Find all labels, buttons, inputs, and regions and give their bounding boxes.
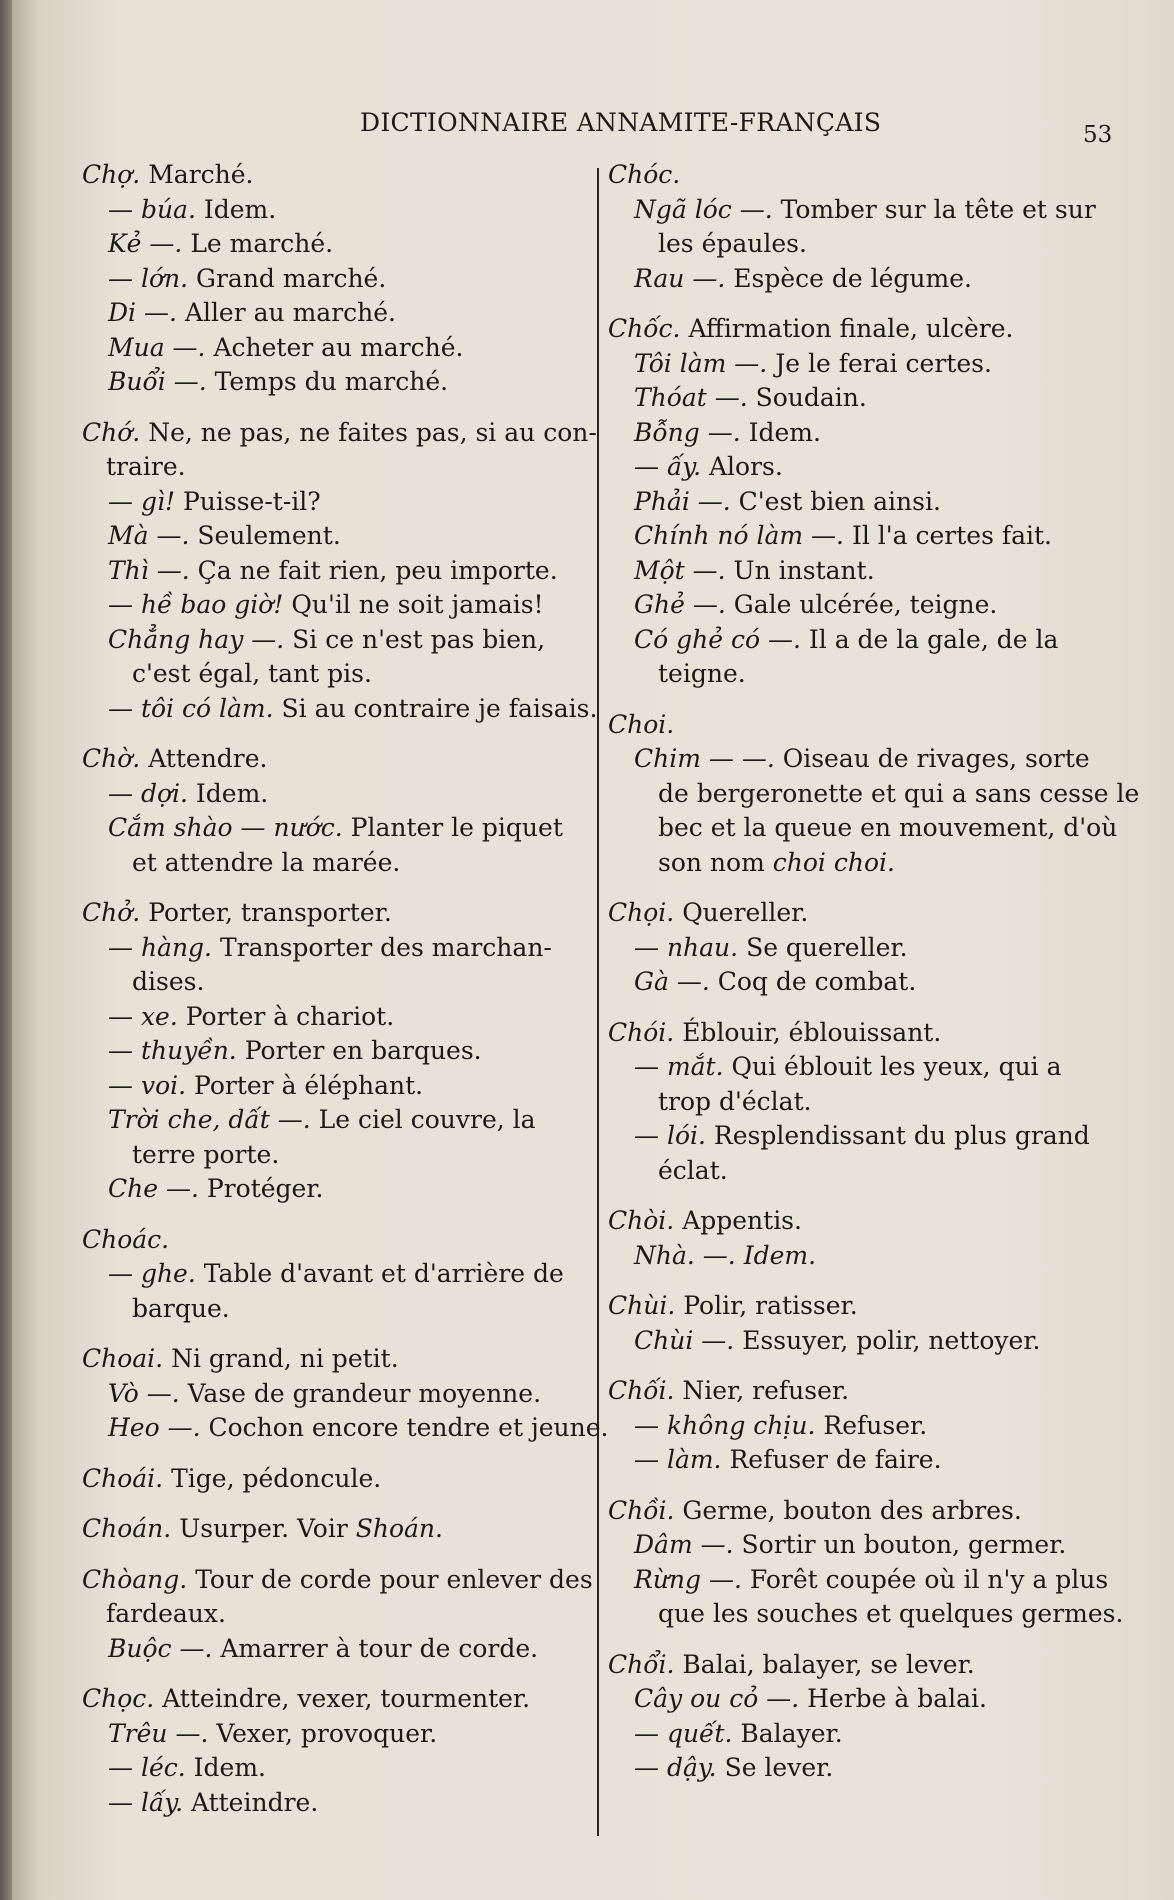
text-line (82, 1034, 592, 1069)
sub-entry-definition: Table d'avant et d'arrière de (203, 1259, 564, 1288)
entry-reference: Shoán. (355, 1514, 443, 1543)
sub-entry-definition: Se lever. (724, 1753, 834, 1782)
entry-definition: Tour de corde pour enlever des (195, 1564, 593, 1594)
sub-entry-definition: Idem. (193, 1753, 266, 1782)
sub-entry-definition: Herbe à balai. (807, 1684, 988, 1713)
entry-definition: Marché. (148, 160, 254, 189)
text-line (608, 416, 1113, 451)
left-column (82, 158, 609, 1836)
entry-definition: Atteindre, vexer, tourmenter. (162, 1684, 531, 1713)
text-line (82, 296, 592, 331)
dictionary-entry (82, 1563, 592, 1667)
sub-entry-term: Cắm shào — nước. (108, 813, 343, 842)
sub-entry-definition: Espèce de légume. (733, 263, 972, 293)
dictionary-entry (82, 1342, 609, 1446)
text-line (82, 846, 592, 881)
sub-entry-definition: Amarrer à tour de corde. (220, 1633, 539, 1663)
entry-headword: Chổi. (608, 1649, 675, 1679)
entry-definition: Affirmation finale, ulcère. (688, 314, 1014, 343)
sub-entry-term: Chính nó làm —. (634, 521, 844, 550)
text-line (608, 1374, 1113, 1409)
sub-entry-definition: Idem. (195, 778, 269, 808)
entry-definition: Usurper. Voir (179, 1514, 348, 1543)
text-line (608, 1528, 1113, 1563)
text-line (82, 519, 592, 554)
sub-entry-definition: Coq de combat. (717, 967, 917, 996)
text-line (608, 158, 1113, 193)
entry-headword: Chợ. (82, 160, 141, 189)
sub-entry-term: Ngã lóc —. (634, 194, 773, 224)
text-line (608, 347, 1113, 382)
sub-entry-definition: Forêt coupée où il n'y a plus (749, 1564, 1109, 1594)
text-line (82, 1597, 592, 1632)
text-line (608, 554, 1113, 589)
text-line (608, 1443, 1113, 1478)
dictionary-entry (82, 1682, 592, 1820)
entry-headword: Chờ. (82, 744, 141, 773)
text-line (82, 1292, 592, 1327)
sub-entry-definition: Le ciel couvre, la (318, 1105, 536, 1134)
text-line (82, 1223, 592, 1258)
text-line (608, 1289, 1113, 1324)
text-line (608, 708, 1113, 743)
dictionary-entry (608, 1016, 1113, 1189)
entry-definition: Germe, bouton des arbres. (682, 1495, 1022, 1525)
entry-definition: Ne, ne pas, ne faites pas, si au con- (148, 417, 597, 447)
sub-entry-continued: son nom (658, 847, 765, 877)
sub-entry-term: Gà —. (634, 967, 710, 996)
sub-entry-definition: Tomber sur la tête et sur (780, 194, 1096, 224)
sub-entry-definition: Aller au marché. (184, 298, 396, 327)
sub-entry-term: Rừng —. (634, 1564, 742, 1594)
sub-entry-term: — gì! (108, 486, 175, 516)
sub-entry-continued: dises. (132, 967, 205, 996)
text-line (608, 811, 1118, 846)
entry-definition: Appentis. (682, 1206, 802, 1235)
text-line (82, 588, 592, 623)
dictionary-entry (608, 1374, 1113, 1478)
sub-entry-term: Trời che, dất —. (108, 1105, 311, 1134)
sub-entry-definition: Seulement. (197, 521, 341, 550)
text-line (608, 623, 1113, 658)
sub-entry-term: — nhau. (634, 932, 739, 962)
sub-entry-term: Che —. (108, 1174, 199, 1203)
sub-entry-definition: Grand marché. (196, 263, 387, 293)
entry-definition: Éblouir, éblouissant. (682, 1017, 942, 1047)
sub-entry-term: Dâm —. (634, 1530, 734, 1559)
sub-entry-term: Buộc —. (108, 1633, 213, 1663)
text-line (82, 811, 592, 846)
text-line (82, 1000, 592, 1035)
sub-entry-definition: Qu'il ne soit jamais! (291, 590, 544, 619)
text-line (82, 657, 592, 692)
entry-definition: Porter, transporter. (148, 898, 392, 927)
text-line (608, 485, 1113, 520)
sub-entry-definition: Je le ferai certes. (775, 348, 992, 378)
dictionary-entry (608, 1494, 1124, 1632)
sub-entry-definition: Vase de grandeur moyenne. (187, 1378, 542, 1408)
text-line (82, 331, 592, 366)
text-line (82, 1563, 592, 1598)
sub-entry-continued: les épaules. (658, 229, 807, 258)
sub-entry-definition: Acheter au marché. (213, 332, 464, 362)
page-number: 53 (1083, 122, 1113, 148)
sub-entry-definition: Cochon encore tendre et jeune. (208, 1413, 609, 1442)
sub-entry-term: — lói. (634, 1121, 706, 1150)
text-line (608, 193, 1113, 228)
entry-definition: Polir, ratisser. (683, 1291, 858, 1320)
dictionary-entry (82, 1223, 592, 1327)
dictionary-entry (608, 1204, 1113, 1273)
page-header: DICTIONNAIRE ANNAMITE-FRANÇAIS (360, 108, 882, 137)
sub-entry-term: Có ghẻ có —. (634, 624, 801, 654)
sub-entry-continued: trop d'éclat. (658, 1086, 812, 1116)
entry-headword: Choán. (82, 1514, 172, 1543)
sub-entry-term: Chẳng hay —. (108, 624, 285, 654)
sub-entry-term: — lớn. (108, 263, 189, 293)
entry-headword: Choái. (82, 1463, 164, 1493)
sub-entry-definition: Refuser de faire. (729, 1445, 942, 1474)
text-line (82, 1411, 609, 1446)
text-line (82, 193, 592, 228)
sub-entry-term: Kẻ —. (108, 229, 183, 258)
sub-entry-italic: choi choi. (772, 847, 895, 877)
sub-entry-term: Cây ou cỏ —. (634, 1684, 800, 1713)
text-line (82, 1172, 592, 1207)
text-line (608, 1717, 1113, 1752)
sub-entry-definition: Porter à éléphant. (194, 1070, 424, 1100)
dictionary-entry (608, 896, 1113, 1000)
text-line (608, 1648, 1113, 1683)
sub-entry-definition: Se quereller. (746, 932, 908, 962)
sub-entry-continued: terre porte. (132, 1139, 280, 1169)
text-line (608, 1119, 1113, 1154)
text-line (82, 1682, 592, 1717)
sub-entry-definition: Refuser. (823, 1410, 928, 1440)
text-line (82, 1103, 592, 1138)
sub-entry-term: — thuyền. (108, 1036, 237, 1065)
sub-entry-term: — dợi. (108, 778, 188, 808)
entry-headword: Chồi. (608, 1495, 675, 1525)
sub-entry-term: Bỗng —. (634, 417, 741, 447)
sub-entry-definition: Porter en barques. (244, 1036, 482, 1065)
sub-entry-definition: Planter le piquet (350, 813, 563, 842)
text-line (608, 450, 1113, 485)
text-line (82, 896, 592, 931)
entry-headword: Chốc. (608, 314, 681, 343)
text-line (608, 1324, 1113, 1359)
text-line (608, 1682, 1113, 1717)
sub-entry-term: — làm. (634, 1445, 722, 1474)
sub-entry-term: Rau —. (634, 263, 726, 293)
text-line (82, 777, 592, 812)
sub-entry-definition: Le marché. (190, 229, 334, 258)
text-line (82, 365, 592, 400)
sub-entry-definition: Temps du marché. (214, 367, 449, 396)
sub-entry-definition: Un instant. (733, 555, 875, 585)
sub-entry-term: Buổi —. (108, 367, 207, 396)
text-line (82, 1717, 592, 1752)
entry-definition: Balai, balayer, se lever. (682, 1649, 975, 1679)
sub-entry-definition: Porter à chariot. (185, 1001, 395, 1031)
text-line (608, 1050, 1113, 1085)
text-line (82, 450, 592, 485)
text-line (82, 1786, 592, 1821)
sub-entry-definition: Transporter des marchan- (219, 932, 552, 962)
entry-headword: Choác. (82, 1224, 170, 1254)
text-line (82, 554, 592, 589)
text-line (608, 1409, 1113, 1444)
sub-entry-term: — lấy. (108, 1787, 184, 1817)
dictionary-entry (608, 158, 1113, 296)
text-line (82, 1751, 592, 1786)
sub-entry-term: Vò —. (108, 1378, 180, 1408)
sub-entry-definition: Idem. (748, 417, 821, 447)
sub-entry-definition: Balayer. (740, 1718, 843, 1748)
sub-entry-term: Mua —. (108, 332, 206, 362)
sub-entry-term: — hàng. (108, 932, 213, 962)
text-line (608, 1494, 1113, 1529)
entry-headword: Chòang. (82, 1564, 188, 1594)
sub-entry-term: — búa. (108, 194, 196, 224)
sub-entry-term: Nhà. —. (634, 1240, 736, 1270)
dictionary-entry (82, 158, 592, 400)
sub-entry-definition: Vexer, provoquer. (216, 1718, 438, 1748)
sub-entry-term: Chùi —. (634, 1325, 735, 1355)
sub-entry-term: Tôi làm —. (634, 348, 768, 378)
entry-headword: Choai. (82, 1344, 164, 1373)
sub-entry-term: Một —. (634, 555, 726, 585)
sub-entry-term: — tôi có làm. (108, 693, 274, 723)
text-line (82, 1512, 592, 1547)
sub-entry-definition: Idem. (743, 1240, 817, 1270)
sub-entry-definition: Si ce n'est pas bien, (292, 624, 546, 654)
text-line (608, 381, 1113, 416)
text-line (82, 1257, 592, 1292)
text-line (82, 1138, 592, 1173)
column-divider (597, 168, 599, 1836)
text-line (82, 1377, 592, 1412)
text-line (82, 485, 592, 520)
entry-headword: Chớ. (82, 417, 141, 447)
sub-entry-term: — dậy. (634, 1753, 717, 1782)
sub-entry-term: — léc. (108, 1753, 186, 1782)
sub-entry-definition: Il l'a certes fait. (851, 521, 1052, 550)
sub-entry-term: — mắt. (634, 1052, 724, 1081)
text-line (608, 896, 1113, 931)
entry-definition: Quereller. (682, 898, 809, 927)
sub-entry-term: Phải —. (634, 486, 731, 516)
sub-entry-term: — ghe. (108, 1259, 196, 1288)
sub-entry-continued: bec et la queue en mouvement, d'où (658, 813, 1118, 842)
sub-entry-definition: Gale ulcérée, teigne. (733, 590, 998, 619)
sub-entry-term: Heo —. (108, 1413, 201, 1442)
dictionary-entry (82, 896, 592, 1207)
dictionary-entry (608, 1289, 1113, 1358)
sub-entry-definition: Oiseau de rivages, sorte (782, 744, 1090, 773)
text-line (82, 965, 592, 1000)
sub-entry-term: Trêu —. (108, 1718, 209, 1748)
text-line (608, 657, 1113, 692)
text-line (82, 262, 592, 297)
text-line (608, 965, 1113, 1000)
entry-definition: Nier, refuser. (682, 1376, 850, 1405)
entry-definition: Attendre. (148, 744, 268, 773)
text-line (608, 262, 1113, 297)
sub-entry-definition: Essuyer, polir, nettoyer. (742, 1325, 1041, 1355)
text-line (82, 416, 597, 451)
text-line (82, 742, 592, 777)
dictionary-entry (608, 708, 1140, 881)
sub-entry-continued: de bergeronette et qui a sans cesse le (658, 778, 1140, 808)
text-line (82, 1069, 592, 1104)
sub-entry-term: — voi. (108, 1070, 187, 1100)
sub-entry-term: Ghẻ —. (634, 590, 726, 619)
sub-entry-definition: Puisse-t-il? (182, 486, 321, 516)
book-gutter (0, 0, 12, 1900)
text-line (82, 158, 592, 193)
sub-entry-term: Chim — —. (634, 744, 775, 773)
dictionary-entry (82, 742, 592, 880)
entry-definition-continued: traire. (106, 452, 186, 481)
entry-headword: Chói. (608, 1017, 675, 1047)
entry-headword: Chở. (82, 898, 141, 927)
text-line (608, 777, 1140, 812)
entry-headword: Chòi. (608, 1206, 675, 1235)
text-line (82, 227, 592, 262)
sub-entry-continued: c'est égal, tant pis. (132, 659, 372, 688)
sub-entry-definition: Atteindre. (190, 1787, 319, 1817)
text-line (82, 692, 598, 727)
text-line (608, 742, 1113, 777)
sub-entry-term: — không chịu. (634, 1410, 816, 1440)
sub-entry-definition: Ça ne fait rien, peu importe. (197, 555, 558, 585)
sub-entry-term: — hề bao giờ! (108, 590, 284, 619)
entry-definition-continued: fardeaux. (106, 1599, 226, 1628)
text-line (82, 931, 592, 966)
entry-definition: Tige, pédoncule. (171, 1463, 382, 1493)
text-line (608, 1085, 1113, 1120)
sub-entry-continued: teigne. (658, 659, 746, 688)
sub-entry-definition: Idem. (203, 194, 277, 224)
sub-entry-definition: Si au contraire je faisais. (281, 693, 598, 723)
sub-entry-definition: Alors. (708, 452, 783, 481)
sub-entry-term: — xe. (108, 1001, 178, 1031)
sub-entry-continued: et attendre la marée. (132, 847, 401, 877)
text-line (608, 1751, 1113, 1786)
text-line (608, 1239, 1113, 1274)
text-line (82, 623, 592, 658)
text-line (608, 1016, 1113, 1051)
entry-headword: Chùi. (608, 1291, 676, 1320)
sub-entry-definition: Qui éblouit les yeux, qui a (731, 1052, 1062, 1081)
sub-entry-definition: Il a de la gale, de la (808, 624, 1059, 654)
text-line (82, 1632, 592, 1667)
text-line (608, 1597, 1124, 1632)
sub-entry-term: — ấy. (634, 452, 702, 481)
dictionary-entry (82, 1512, 592, 1547)
text-line (608, 312, 1113, 347)
entry-headword: Chóc. (608, 160, 681, 189)
text-line (608, 519, 1113, 554)
entry-headword: Chối. (608, 1376, 675, 1405)
dictionary-entry (608, 312, 1113, 692)
entry-headword: Chọi. (608, 898, 675, 927)
sub-entry-term: Thóat —. (634, 383, 748, 412)
dictionary-entry (608, 1648, 1113, 1786)
entry-headword: Choi. (608, 709, 675, 739)
dictionary-entry (82, 416, 598, 727)
sub-entry-definition: C'est bien ainsi. (738, 486, 941, 516)
sub-entry-definition: Soudain. (755, 383, 867, 412)
text-line (608, 1563, 1113, 1598)
dictionary-entry (82, 1462, 592, 1497)
sub-entry-term: Mà —. (108, 521, 190, 550)
entry-definition: Ni grand, ni petit. (171, 1344, 399, 1373)
sub-entry-continued: éclat. (658, 1155, 728, 1185)
text-line (608, 227, 1113, 262)
sub-entry-definition: Resplendissant du plus grand (713, 1121, 1090, 1150)
entry-headword: Chọc. (82, 1684, 155, 1713)
text-line (82, 1462, 592, 1497)
text-line (82, 1342, 592, 1377)
sub-entry-definition: Sortir un bouton, germer. (741, 1530, 1067, 1559)
text-line (608, 931, 1113, 966)
sub-entry-definition: Protéger. (206, 1174, 324, 1203)
right-column (608, 158, 1140, 1802)
sub-entry-continued: que les souches et quelques germes. (658, 1599, 1124, 1628)
sub-entry-term: Thì —. (108, 555, 190, 585)
sub-entry-term: — quết. (634, 1718, 733, 1748)
sub-entry-continued: barque. (132, 1293, 230, 1323)
text-line (608, 1154, 1113, 1189)
text-line (608, 846, 1113, 881)
text-line (608, 588, 1113, 623)
text-line (608, 1204, 1113, 1239)
sub-entry-term: Di —. (108, 298, 177, 327)
